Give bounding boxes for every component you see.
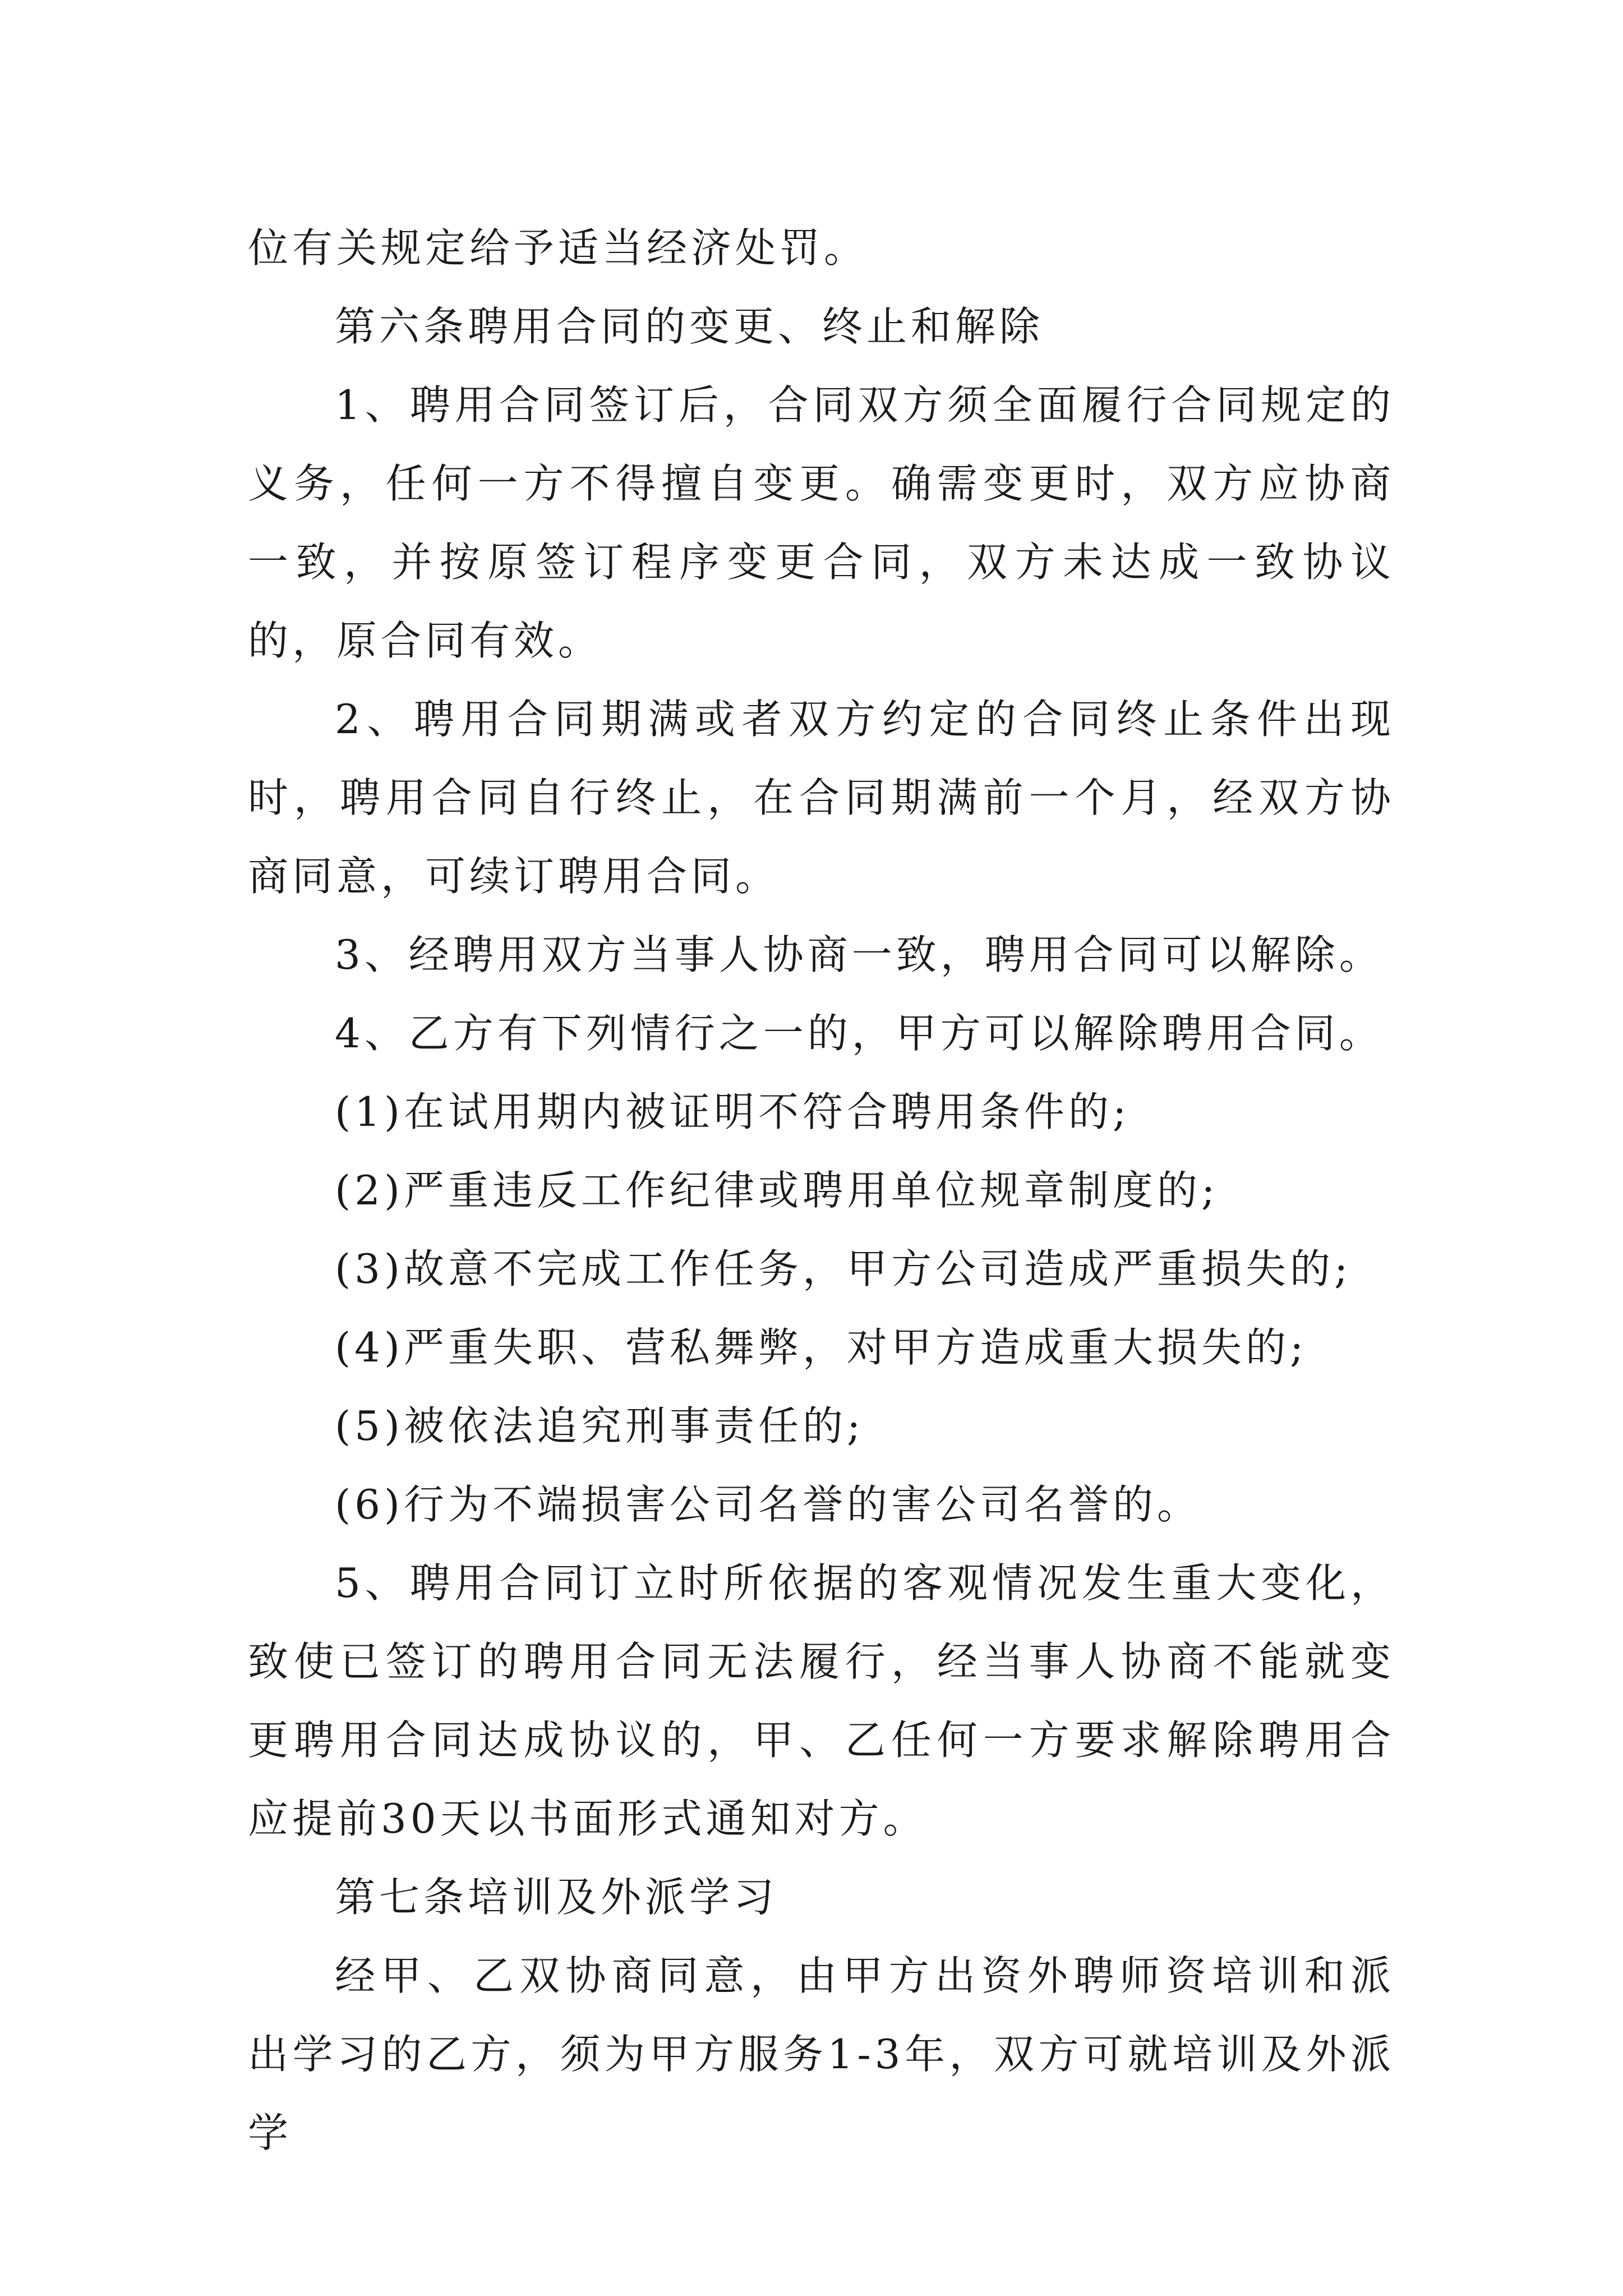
clause-6-4-item-6: (6)行为不端损害公司名誉的害公司名誉的。 [335,1481,1201,1528]
clause-6-4: 4、乙方有下列情行之一的，甲方可以解除聘用合同。 [335,1010,1384,1057]
clause-6-4-item-1: (1)在试用期内被证明不符合聘用条件的; [335,1088,1131,1135]
article-7-heading: 第七条培训及外派学习 [335,1874,778,1921]
clause-6-3: 3、经聘用双方当事人协商一致，聘用合同可以解除。 [335,931,1384,978]
clause-6-4-item-3: (3)故意不完成工作任务，甲方公司造成严重损失的; [335,1245,1352,1292]
clause-6-1: 1、聘用合同签订后，合同双方须全面履行合同规定的义务，任何一方不得擅自变更。确需变更时，双方应协商一致，并按原签订程序变更合同，双方未达成一致协议的，原合同有效。 [248,381,1395,664]
article-6-heading: 第六条聘用合同的变更、终止和解除 [335,303,1044,350]
document-body [248,209,1395,2172]
clause-6-2: 2、聘用合同期满或者双方约定的合同终止条件出现时，聘用合同自行终止，在合同期满前一个月，经双方协商同意，可续订聘用合同。 [248,696,1395,900]
article-7-body: 经甲、乙双协商同意，由甲方出资外聘师资培训和派出学习的乙方，须为甲方服务1-3年，双方可就培训及外派学 [248,1952,1395,2156]
clause-6-4-item-2: (2)严重违反工作纪律或聘用单位规章制度的; [335,1167,1219,1214]
paragraph-continuation: 位有关规定给予适当经济处罚。 [248,224,869,272]
clause-6-4-item-4: (4)严重失职、营私舞弊，对甲方造成重大损失的; [335,1324,1308,1371]
clause-6-5: 5、聘用合同订立时所依据的客观情况发生重大变化，致使已签订的聘用合同无法履行，经当事人协商不能就变更聘用合同达成协议的，甲、乙任何一方要求解除聘用合应提前30天以书面形式通知对方。 [248,1559,1395,1842]
clause-6-4-item-5: (5)被依法追究刑事责任的; [335,1402,865,1450]
